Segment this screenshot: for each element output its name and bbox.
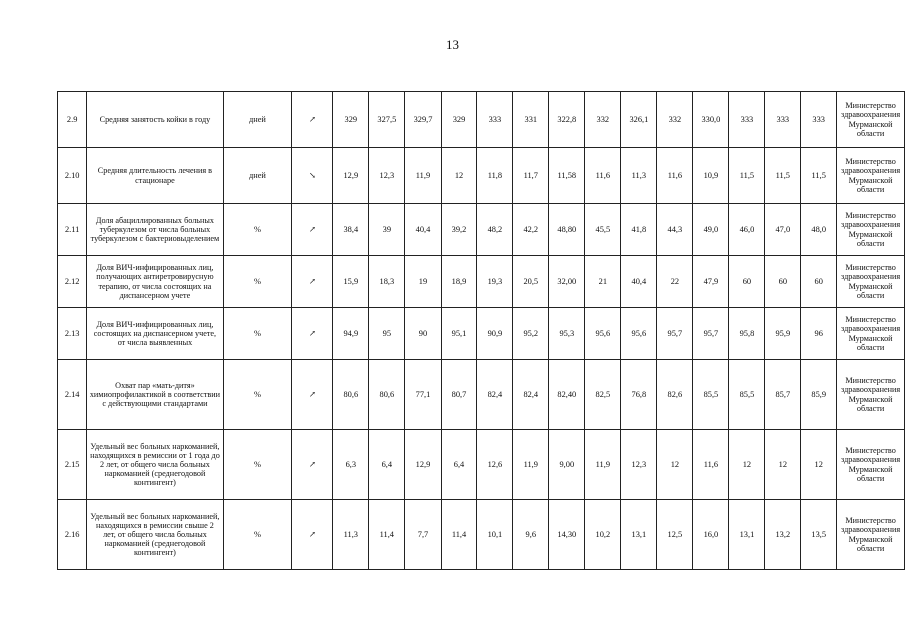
value-cell: 12,3 [621, 430, 657, 500]
value-cell: 13,1 [621, 500, 657, 570]
value-cell: 82,4 [477, 360, 513, 430]
unit-cell: % [223, 500, 292, 570]
trend-arrow-icon: ↗ [292, 500, 333, 570]
value-cell: 11,3 [333, 500, 369, 570]
value-cell: 327,5 [369, 92, 405, 148]
indicator-name: Средняя занятость койки в году [87, 92, 223, 148]
row-code: 2.15 [58, 430, 87, 500]
value-cell: 331 [513, 92, 549, 148]
value-cell: 49,0 [693, 204, 729, 256]
table-row [58, 500, 905, 570]
value-cell: 12,5 [657, 500, 693, 570]
value-cell: 11,5 [765, 148, 801, 204]
value-cell: 333 [729, 92, 765, 148]
indicator-name: Доля ВИЧ-инфицированных лиц, получающих антиретровирусную терапию, от числа состоящих на диспансерном учете [87, 256, 223, 308]
unit-cell: % [223, 360, 292, 430]
value-cell: 47,9 [693, 256, 729, 308]
value-cell: 12 [657, 430, 693, 500]
unit-cell: % [223, 204, 292, 256]
trend-arrow-icon: ↗ [292, 92, 333, 148]
value-cell: 39 [369, 204, 405, 256]
value-cell: 95,8 [729, 308, 765, 360]
indicators-table [57, 91, 905, 570]
table-row [58, 360, 905, 430]
row-code: 2.10 [58, 148, 87, 204]
row-code: 2.14 [58, 360, 87, 430]
value-cell: 330,0 [693, 92, 729, 148]
value-cell: 12 [729, 430, 765, 500]
value-cell: 60 [729, 256, 765, 308]
value-cell: 9,00 [549, 430, 585, 500]
table-row [58, 308, 905, 360]
value-cell: 11,6 [693, 430, 729, 500]
value-cell: 82,40 [549, 360, 585, 430]
value-cell: 40,4 [621, 256, 657, 308]
value-cell: 60 [801, 256, 837, 308]
value-cell: 11,9 [513, 430, 549, 500]
value-cell: 40,4 [405, 204, 441, 256]
value-cell: 12 [765, 430, 801, 500]
value-cell: 95,2 [513, 308, 549, 360]
value-cell: 48,80 [549, 204, 585, 256]
unit-cell: % [223, 308, 292, 360]
value-cell: 32,00 [549, 256, 585, 308]
value-cell: 10,2 [585, 500, 621, 570]
value-cell: 11,9 [585, 430, 621, 500]
value-cell: 333 [765, 92, 801, 148]
value-cell: 95,6 [585, 308, 621, 360]
value-cell: 322,8 [549, 92, 585, 148]
value-cell: 80,6 [333, 360, 369, 430]
value-cell: 77,1 [405, 360, 441, 430]
value-cell: 13,1 [729, 500, 765, 570]
value-cell: 13,5 [801, 500, 837, 570]
value-cell: 22 [657, 256, 693, 308]
value-cell: 332 [657, 92, 693, 148]
value-cell: 11,6 [585, 148, 621, 204]
value-cell: 48,0 [801, 204, 837, 256]
value-cell: 85,5 [693, 360, 729, 430]
value-cell: 39,2 [441, 204, 477, 256]
table-row [58, 92, 905, 148]
unit-cell: % [223, 256, 292, 308]
responsible-cell: Министерство здравоохранения Мурманской области [837, 308, 905, 360]
value-cell: 95,9 [765, 308, 801, 360]
value-cell: 82,5 [585, 360, 621, 430]
value-cell: 11,8 [477, 148, 513, 204]
value-cell: 21 [585, 256, 621, 308]
value-cell: 11,4 [441, 500, 477, 570]
value-cell: 95,7 [657, 308, 693, 360]
value-cell: 16,0 [693, 500, 729, 570]
value-cell: 6,3 [333, 430, 369, 500]
page-number: 13 [446, 37, 459, 52]
value-cell: 333 [477, 92, 513, 148]
value-cell: 15,9 [333, 256, 369, 308]
unit-cell: дней [223, 148, 292, 204]
row-code: 2.11 [58, 204, 87, 256]
value-cell: 85,7 [765, 360, 801, 430]
value-cell: 329 [441, 92, 477, 148]
value-cell: 95,1 [441, 308, 477, 360]
indicator-name: Охват пар «мать-дитя» химиопрофилактикой в соответствии с действующими стандартами [87, 360, 223, 430]
row-code: 2.16 [58, 500, 87, 570]
value-cell: 44,3 [657, 204, 693, 256]
value-cell: 11,4 [369, 500, 405, 570]
value-cell: 42,2 [513, 204, 549, 256]
value-cell: 82,6 [657, 360, 693, 430]
value-cell: 11,6 [657, 148, 693, 204]
value-cell: 41,8 [621, 204, 657, 256]
indicator-name: Средняя длительность лечения в стационаре [87, 148, 223, 204]
indicator-name: Удельный вес больных наркоманией, находящихся в ремиссии от 1 года до 2 лет, от общего числа больных наркоманией (среднегодовой контингент) [87, 430, 223, 500]
value-cell: 12 [801, 430, 837, 500]
trend-arrow-icon: ↘ [292, 148, 333, 204]
value-cell: 12,6 [477, 430, 513, 500]
value-cell: 80,6 [369, 360, 405, 430]
value-cell: 11,3 [621, 148, 657, 204]
value-cell: 11,7 [513, 148, 549, 204]
value-cell: 46,0 [729, 204, 765, 256]
value-cell: 60 [765, 256, 801, 308]
table-row [58, 204, 905, 256]
value-cell: 85,9 [801, 360, 837, 430]
value-cell: 6,4 [369, 430, 405, 500]
value-cell: 18,9 [441, 256, 477, 308]
trend-arrow-icon: ↗ [292, 204, 333, 256]
value-cell: 13,2 [765, 500, 801, 570]
indicator-name: Доля ВИЧ-инфицированных лиц, состоящих на диспансерном учете, от числа выявленных [87, 308, 223, 360]
value-cell: 19 [405, 256, 441, 308]
responsible-cell: Министерство здравоохранения Мурманской области [837, 256, 905, 308]
value-cell: 47,0 [765, 204, 801, 256]
trend-arrow-icon: ↗ [292, 360, 333, 430]
value-cell: 95,6 [621, 308, 657, 360]
value-cell: 94,9 [333, 308, 369, 360]
value-cell: 10,1 [477, 500, 513, 570]
row-code: 2.9 [58, 92, 87, 148]
value-cell: 38,4 [333, 204, 369, 256]
value-cell: 20,5 [513, 256, 549, 308]
trend-arrow-icon: ↗ [292, 430, 333, 500]
value-cell: 82,4 [513, 360, 549, 430]
responsible-cell: Министерство здравоохранения Мурманской области [837, 360, 905, 430]
unit-cell: % [223, 430, 292, 500]
value-cell: 329,7 [405, 92, 441, 148]
value-cell: 96 [801, 308, 837, 360]
value-cell: 11,58 [549, 148, 585, 204]
value-cell: 333 [801, 92, 837, 148]
value-cell: 95 [369, 308, 405, 360]
value-cell: 332 [585, 92, 621, 148]
value-cell: 76,8 [621, 360, 657, 430]
indicator-name: Доля абациллированных больных туберкулезом от числа больных туберкулезом с бактериовыделением [87, 204, 223, 256]
table-row [58, 430, 905, 500]
trend-arrow-icon: ↗ [292, 256, 333, 308]
responsible-cell: Министерство здравоохранения Мурманской области [837, 500, 905, 570]
value-cell: 7,7 [405, 500, 441, 570]
value-cell: 48,2 [477, 204, 513, 256]
value-cell: 80,7 [441, 360, 477, 430]
value-cell: 11,9 [405, 148, 441, 204]
value-cell: 11,5 [801, 148, 837, 204]
row-code: 2.13 [58, 308, 87, 360]
value-cell: 45,5 [585, 204, 621, 256]
table-row [58, 256, 905, 308]
value-cell: 18,3 [369, 256, 405, 308]
value-cell: 90,9 [477, 308, 513, 360]
row-code: 2.12 [58, 256, 87, 308]
value-cell: 12,9 [405, 430, 441, 500]
value-cell: 326,1 [621, 92, 657, 148]
value-cell: 95,7 [693, 308, 729, 360]
responsible-cell: Министерство здравоохранения Мурманской области [837, 430, 905, 500]
responsible-cell: Министерство здравоохранения Мурманской области [837, 148, 905, 204]
trend-arrow-icon: ↗ [292, 308, 333, 360]
unit-cell: дней [223, 92, 292, 148]
value-cell: 95,3 [549, 308, 585, 360]
value-cell: 14,30 [549, 500, 585, 570]
value-cell: 9,6 [513, 500, 549, 570]
value-cell: 19,3 [477, 256, 513, 308]
value-cell: 12,3 [369, 148, 405, 204]
value-cell: 85,5 [729, 360, 765, 430]
value-cell: 12,9 [333, 148, 369, 204]
value-cell: 329 [333, 92, 369, 148]
value-cell: 90 [405, 308, 441, 360]
responsible-cell: Министерство здравоохранения Мурманской области [837, 204, 905, 256]
indicator-name: Удельный вес больных наркоманией, находящихся в ремиссии свыше 2 лет, от общего числа больных наркоманией (среднегодовой контингент) [87, 500, 223, 570]
value-cell: 11,5 [729, 148, 765, 204]
value-cell: 10,9 [693, 148, 729, 204]
responsible-cell: Министерство здравоохранения Мурманской области [837, 92, 905, 148]
value-cell: 12 [441, 148, 477, 204]
table-row [58, 148, 905, 204]
value-cell: 6,4 [441, 430, 477, 500]
